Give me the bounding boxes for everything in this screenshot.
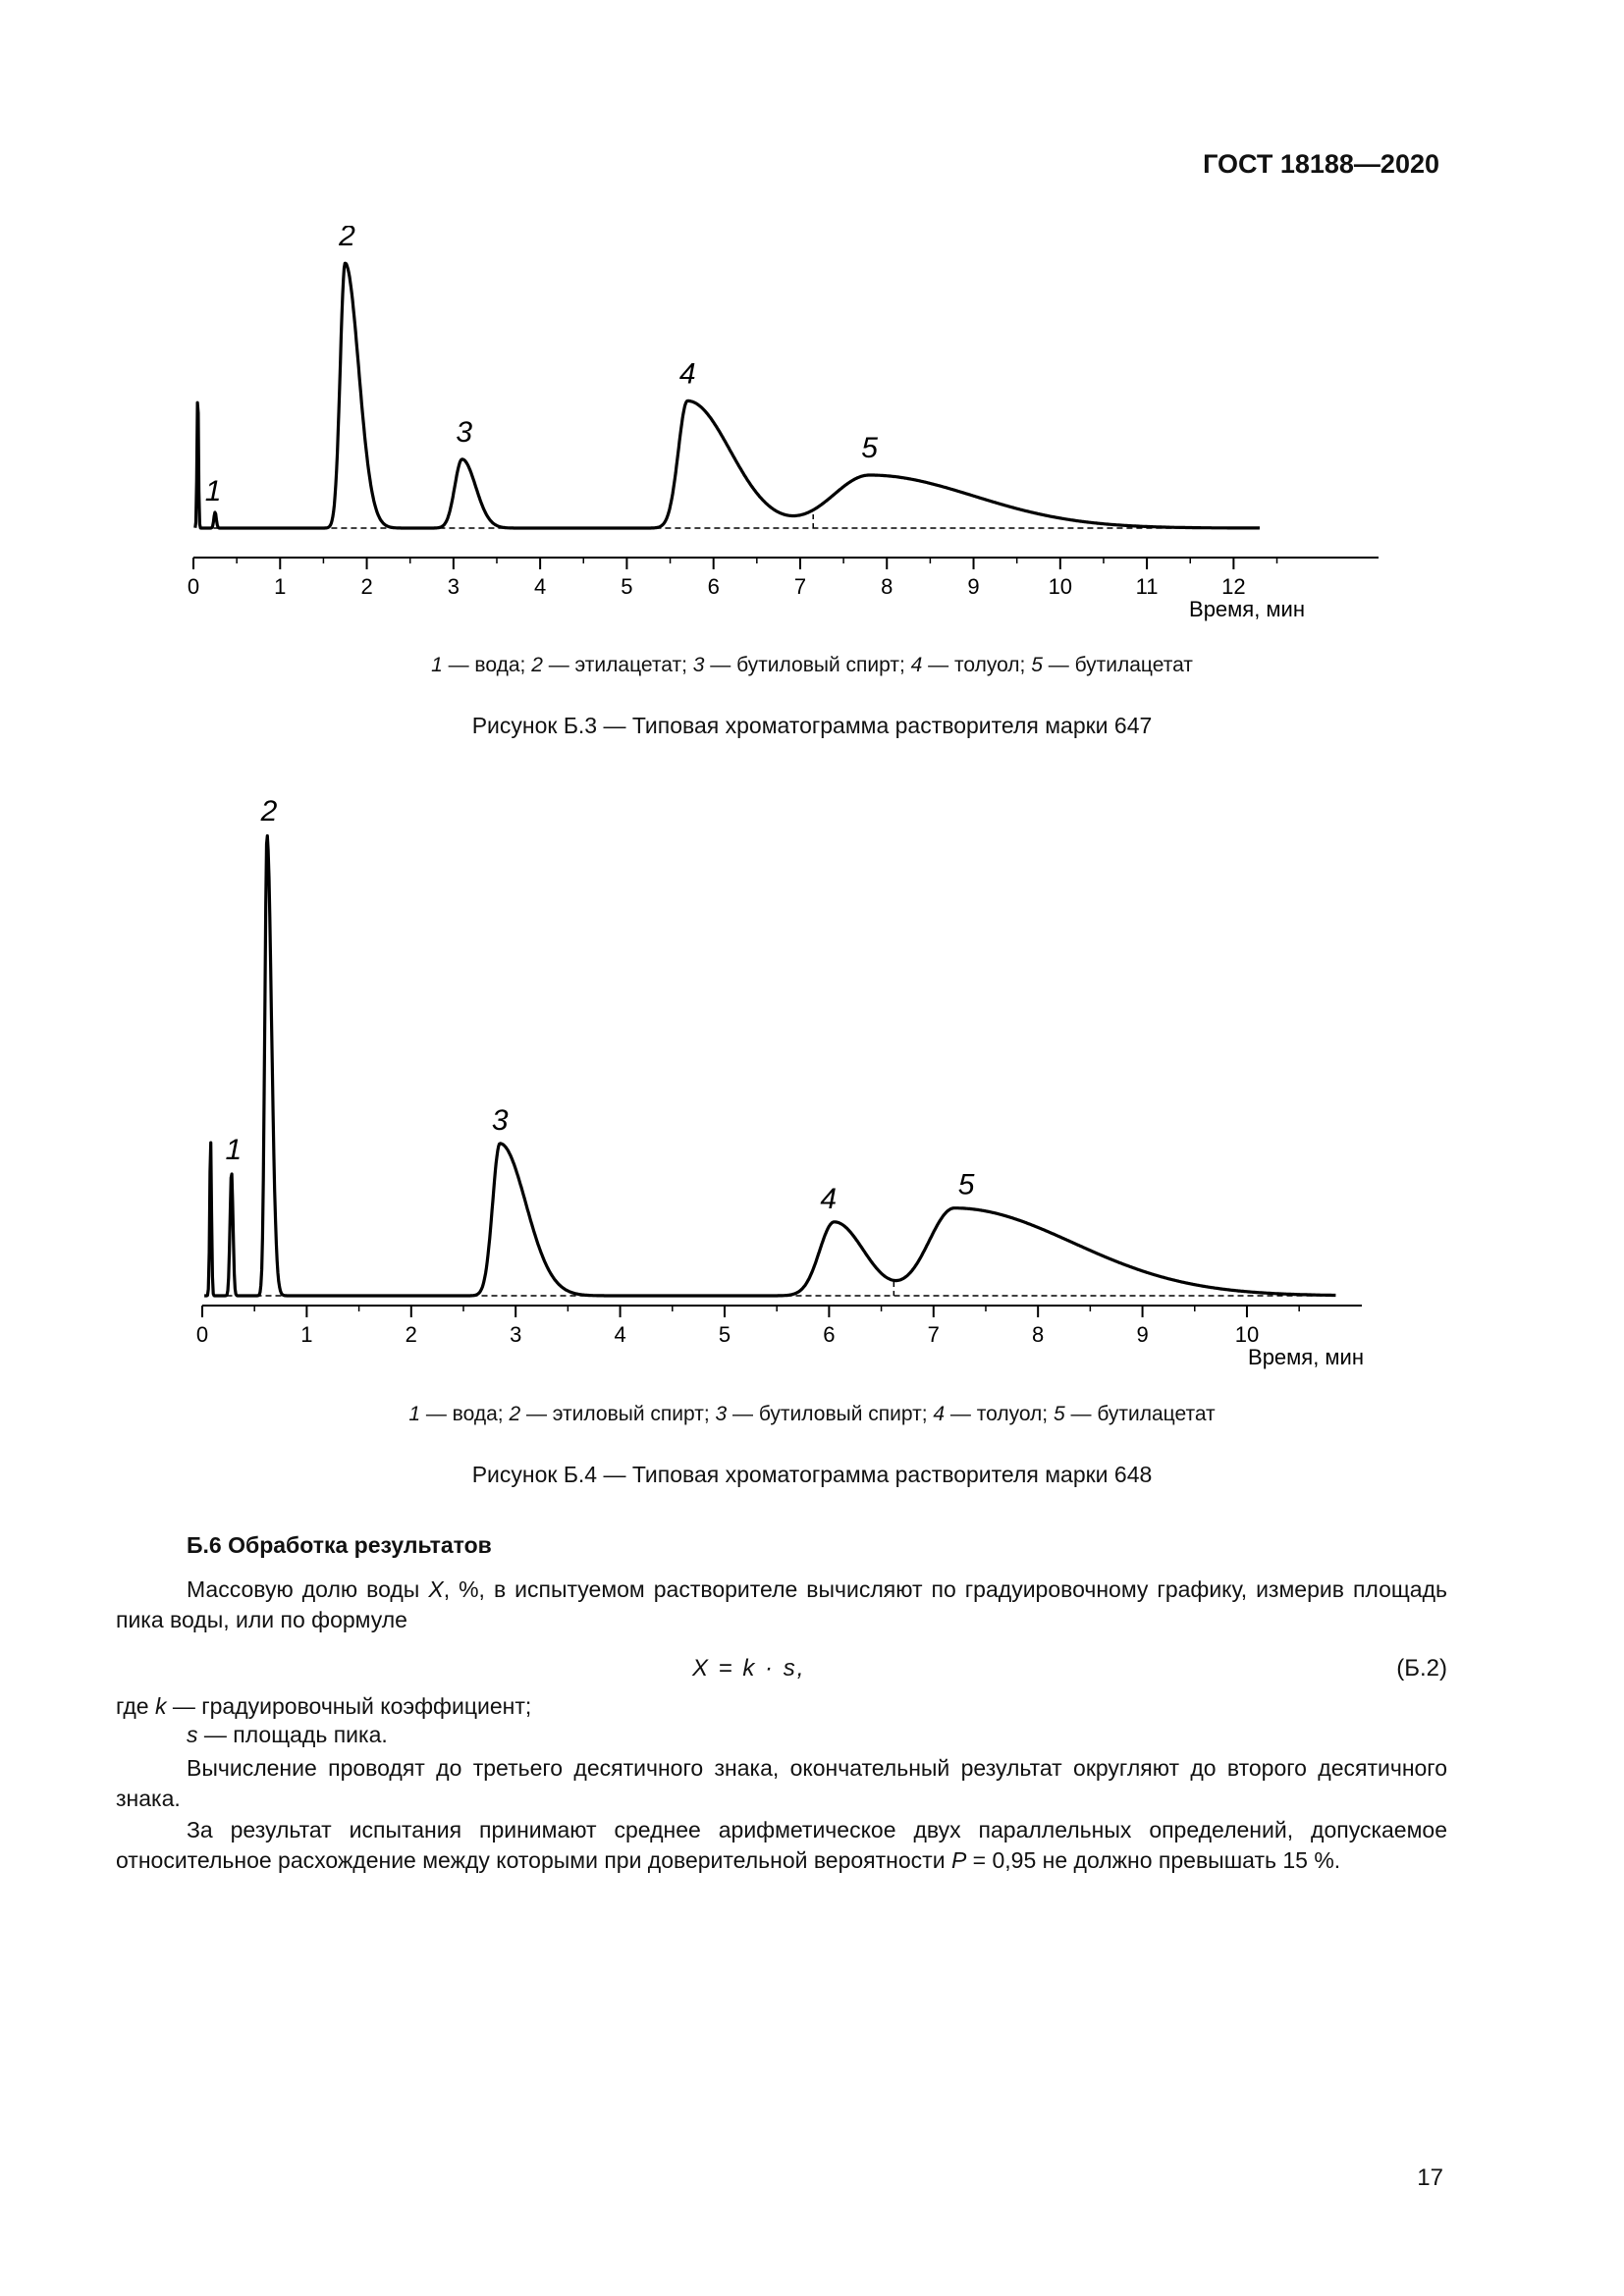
legend-number: 4 (933, 1403, 946, 1425)
x-tick-label: 9 (967, 574, 980, 599)
legend-text: — толуол; (945, 1403, 1054, 1425)
chromatogram-figure-1 (0, 226, 1624, 638)
x-tick-label: 9 (1136, 1322, 1149, 1347)
chromatogram-chart-1 (0, 226, 1624, 638)
figure-2-caption: Рисунок Б.4 — Типовая хроматограмма растворителя марки 648 (471, 1462, 1153, 1487)
x-tick-label: 3 (447, 574, 460, 599)
x-tick-label: 6 (823, 1322, 836, 1347)
peak-label-3: 3 (456, 415, 473, 449)
legend-text: — вода; (420, 1403, 510, 1425)
legend-text: — вода; (442, 654, 532, 676)
legend-text: — этилацетат; (542, 654, 693, 676)
x-tick-label: 10 (1048, 574, 1073, 599)
paragraph-1: Массовую долю воды X, %, в испытуемом растворителе вычисляют по градуировочному графику, измерив площадь пика воды, или по формуле (116, 1576, 1447, 1632)
where-s: s — площадь пика. (187, 1722, 388, 1747)
chromatogram-trace (195, 263, 1260, 528)
chromatogram-figure-2 (0, 785, 1624, 1394)
peak-label-5: 5 (957, 1168, 975, 1201)
x-tick-label: 5 (718, 1322, 731, 1347)
legend-text: — толуол; (922, 654, 1032, 676)
legend-number: 2 (531, 654, 543, 676)
legend-text: — этиловый спирт; (520, 1403, 716, 1425)
peak-label-1: 1 (225, 1134, 243, 1167)
legend-number: 4 (910, 654, 923, 676)
x-axis-label: Время, мин (1189, 597, 1305, 621)
legend-number: 3 (692, 654, 705, 676)
legend-number: 3 (715, 1403, 728, 1425)
where-k: где k — градуировочный коэффициент; (116, 1693, 532, 1719)
figure-1-caption: Рисунок Б.3 — Типовая хроматограмма растворителя марки 647 (471, 713, 1153, 738)
x-tick-label: 2 (360, 574, 373, 599)
x-tick-label: 0 (187, 574, 200, 599)
figure-2-legend (0, 1403, 1624, 1426)
legend-text: — бутиловый спирт; (727, 1403, 934, 1425)
x-tick-label: 2 (405, 1322, 417, 1347)
peak-label-4: 4 (820, 1182, 838, 1215)
legend-number: 5 (1031, 654, 1043, 676)
x-tick-label: 5 (621, 574, 633, 599)
x-tick-label: 1 (274, 574, 287, 599)
x-tick-label: 4 (534, 574, 547, 599)
legend-text: — бутилацетат (1064, 1403, 1216, 1425)
legend-number: 5 (1053, 1403, 1065, 1425)
x-tick-label: 4 (614, 1322, 626, 1347)
peak-label-3: 3 (491, 1103, 509, 1137)
paragraph-2: Вычисление проводят до третьего десятичного знака, окончательный результат округляют до второго десятичного знака. (116, 1755, 1447, 1811)
x-tick-label: 11 (1135, 574, 1159, 599)
legend-number: 2 (509, 1403, 521, 1425)
x-tick-label: 8 (881, 574, 893, 599)
x-tick-label: 3 (510, 1322, 522, 1347)
x-tick-label: 8 (1032, 1322, 1045, 1347)
formula-number: (Б.2) (1396, 1655, 1447, 1682)
peak-label-5: 5 (861, 431, 878, 464)
paragraph-3: За результат испытания принимают среднее арифметическое двух параллельных определений, допускаемое относительное расхождение между которыми при доверительной вероятности P = 0,95 не должно превышать 15 %. (116, 1817, 1447, 1873)
figure-1-legend (0, 654, 1624, 677)
legend-number: 1 (408, 1403, 421, 1425)
peak-label-1: 1 (204, 474, 222, 507)
x-tick-label: 12 (1221, 574, 1246, 599)
formula-expression: X = k · s, (692, 1655, 806, 1682)
x-tick-label: 6 (707, 574, 720, 599)
peak-label-2: 2 (339, 226, 355, 252)
x-tick-label: 7 (927, 1322, 940, 1347)
x-axis-label: Время, мин (1248, 1345, 1364, 1369)
legend-number: 1 (431, 654, 443, 676)
x-tick-label: 10 (1234, 1322, 1260, 1347)
section-title: Б.6 Обработка результатов (187, 1532, 492, 1558)
peak-label-2: 2 (260, 795, 278, 828)
x-tick-label: 7 (793, 574, 807, 599)
x-tick-label: 0 (195, 1322, 209, 1347)
legend-text: — бутиловый спирт; (704, 654, 911, 676)
legend-text: — бутилацетат (1042, 654, 1193, 676)
document-code: ГОСТ 18188—2020 (1203, 149, 1439, 179)
chromatogram-trace (204, 836, 1335, 1297)
chromatogram-chart-2 (0, 785, 1624, 1394)
page-number: 17 (1417, 2164, 1443, 2191)
x-tick-label: 1 (300, 1322, 313, 1347)
peak-label-4: 4 (678, 357, 696, 391)
